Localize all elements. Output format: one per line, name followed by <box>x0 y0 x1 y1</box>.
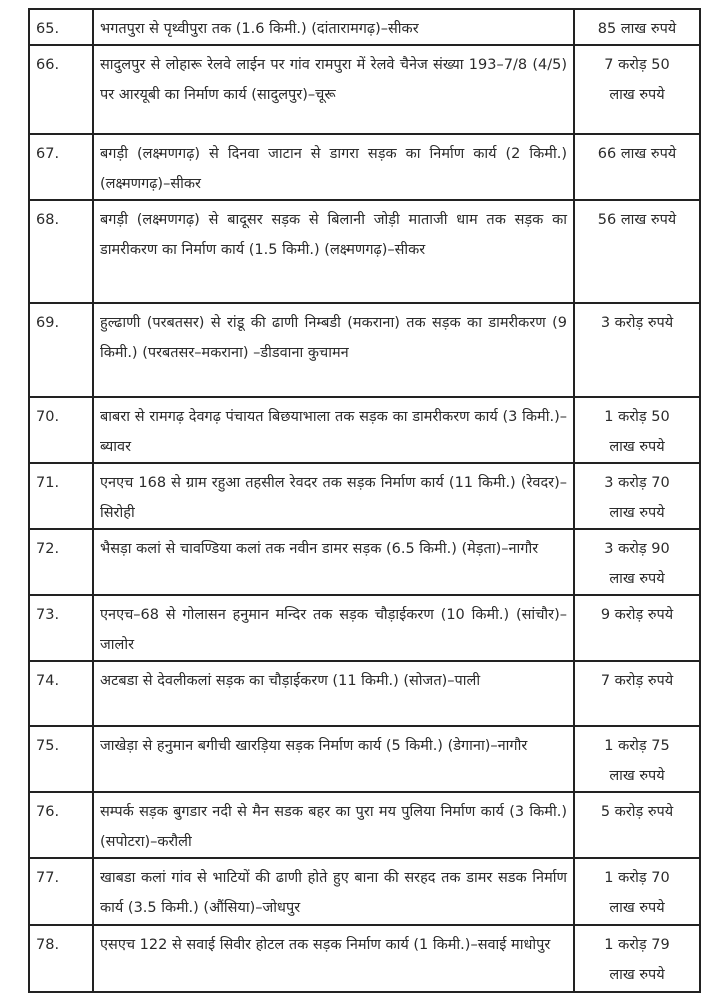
serial-number: 66. <box>29 45 93 134</box>
serial-number: 72. <box>29 529 93 595</box>
work-description: सम्पर्क सड़क बुगडार नदी से मैन सडक बहर का पुरा मय पुलिया निर्माण कार्य (3 किमी.) (सपोटरा)–करौली <box>93 792 574 858</box>
amount-line: लाख रुपये <box>609 505 665 521</box>
work-description: भैसड़ा कलां से चावण्डिया कलां तक नवीन डामर सड़क (6.5 किमी.) (मेड़ता)–नागौर <box>93 529 574 595</box>
sanctioned-amount <box>574 595 700 661</box>
work-description: जाखेड़ा से हनुमान बगीची खारड़िया सड़क निर्माण कार्य (5 किमी.) (डेगाना)–नागौर <box>93 726 574 792</box>
amount-line: 1 करोड़ 79 <box>604 937 670 953</box>
amount-line: लाख रुपये <box>609 900 665 916</box>
sanctioned-amount <box>574 303 700 397</box>
serial-number: 75. <box>29 726 93 792</box>
road-works-table <box>28 8 701 993</box>
amount-line: लाख रुपये <box>609 967 665 983</box>
serial-number: 67. <box>29 134 93 200</box>
table-row <box>29 200 700 303</box>
table-row <box>29 925 700 992</box>
work-description: अटबडा से देवलीकलां सड़क का चौड़ाईकरण (11 किमी.) (सोजत)–पाली <box>93 661 574 726</box>
amount-line: 3 करोड़ 70 <box>604 475 670 491</box>
table-row <box>29 9 700 45</box>
amount-line: 56 लाख रुपये <box>597 212 677 228</box>
sanctioned-amount <box>574 792 700 858</box>
work-description: बाबरा से रामगढ़ देवगढ़ पंचायत बिछयाभाला तक सड़क का डामरीकरण कार्य (3 किमी.)–ब्यावर <box>93 397 574 463</box>
work-description: एनएच–68 से गोलासन हनुमान मन्दिर तक सड़क चौड़ाईकरण (10 किमी.) (सांचौर)–जालोर <box>93 595 574 661</box>
amount-line: 7 करोड़ रुपये <box>600 673 674 689</box>
amount-line: लाख रुपये <box>609 439 665 455</box>
table-row <box>29 463 700 529</box>
amount-line: 5 करोड़ रुपये <box>600 804 674 820</box>
amount-line: 85 लाख रुपये <box>597 21 677 37</box>
sanctioned-amount <box>574 9 700 45</box>
work-description: सादुलपुर से लोहारू रेलवे लाईन पर गांव रामपुरा में रेलवे चैनेज संख्या 193–7/8 (4/5) पर आरयूबी का निर्माण कार्य (सादुलपुर)–चूरू <box>93 45 574 134</box>
work-description: एसएच 122 से सवाई सिवीर होटल तक सड़क निर्माण कार्य (1 किमी.)–सवाई माधोपुर <box>93 925 574 992</box>
sanctioned-amount <box>574 858 700 925</box>
sanctioned-amount <box>574 45 700 134</box>
work-description: बगड़ी (लक्ष्मणगढ़) से दिनवा जाटान से डागरा सड़क का निर्माण कार्य (2 किमी.) (लक्ष्मणगढ़)–सीकर <box>93 134 574 200</box>
amount-line: 1 करोड़ 70 <box>604 870 670 886</box>
amount-line: 7 करोड़ 50 <box>604 57 670 73</box>
sanctioned-amount <box>574 661 700 726</box>
sanctioned-amount <box>574 925 700 992</box>
serial-number: 77. <box>29 858 93 925</box>
amount-line: 3 करोड़ 90 <box>604 541 670 557</box>
serial-number: 78. <box>29 925 93 992</box>
serial-number: 73. <box>29 595 93 661</box>
sanctioned-amount <box>574 529 700 595</box>
serial-number: 65. <box>29 9 93 45</box>
sanctioned-amount <box>574 200 700 303</box>
table-row <box>29 529 700 595</box>
work-description: बगड़ी (लक्ष्मणगढ़) से बादूसर सड़क से बिलानी जोड़ी माताजी धाम तक सड़क का डामरीकरण का निर्माण कार्य (1.5 किमी.) (लक्ष्मणगढ़)–सीकर <box>93 200 574 303</box>
table-row <box>29 45 700 134</box>
amount-line: 1 करोड़ 75 <box>604 738 670 754</box>
table-row <box>29 858 700 925</box>
serial-number: 74. <box>29 661 93 726</box>
amount-line: 9 करोड़ रुपये <box>600 607 674 623</box>
amount-line: लाख रुपये <box>609 768 665 784</box>
table-row <box>29 303 700 397</box>
serial-number: 71. <box>29 463 93 529</box>
work-description: हुल्ढाणी (परबतसर) से रांडू की ढाणी निम्बडी (मकराना) तक सड़क का डामरीकरण (9 किमी.) (परबतसर–मकराना) –डीडवाना कुचामन <box>93 303 574 397</box>
amount-line: 3 करोड़ रुपये <box>600 315 674 331</box>
sanctioned-amount <box>574 134 700 200</box>
sanctioned-amount <box>574 397 700 463</box>
amount-line: 1 करोड़ 50 <box>604 409 670 425</box>
table-row <box>29 661 700 726</box>
table-row <box>29 792 700 858</box>
work-description: भगतपुरा से पृथ्वीपुरा तक (1.6 किमी.) (दांतारामगढ़)–सीकर <box>93 9 574 45</box>
sanctioned-amount <box>574 726 700 792</box>
sanctioned-amount <box>574 463 700 529</box>
serial-number: 76. <box>29 792 93 858</box>
serial-number: 69. <box>29 303 93 397</box>
amount-line: लाख रुपये <box>609 87 665 103</box>
work-description: खाबडा कलां गांव से भाटियों की ढाणी होते हुए बाना की सरहद तक डामर सडक निर्माण कार्य (3.5 किमी.) (औंसिया)–जोधपुर <box>93 858 574 925</box>
serial-number: 70. <box>29 397 93 463</box>
work-description: एनएच 168 से ग्राम रहुआ तहसील रेवदर तक सड़क निर्माण कार्य (11 किमी.) (रेवदर)–सिरोही <box>93 463 574 529</box>
table-row <box>29 397 700 463</box>
amount-line: लाख रुपये <box>609 571 665 587</box>
table-row <box>29 595 700 661</box>
table-row <box>29 134 700 200</box>
table-row <box>29 726 700 792</box>
serial-number: 68. <box>29 200 93 303</box>
amount-line: 66 लाख रुपये <box>597 146 677 162</box>
